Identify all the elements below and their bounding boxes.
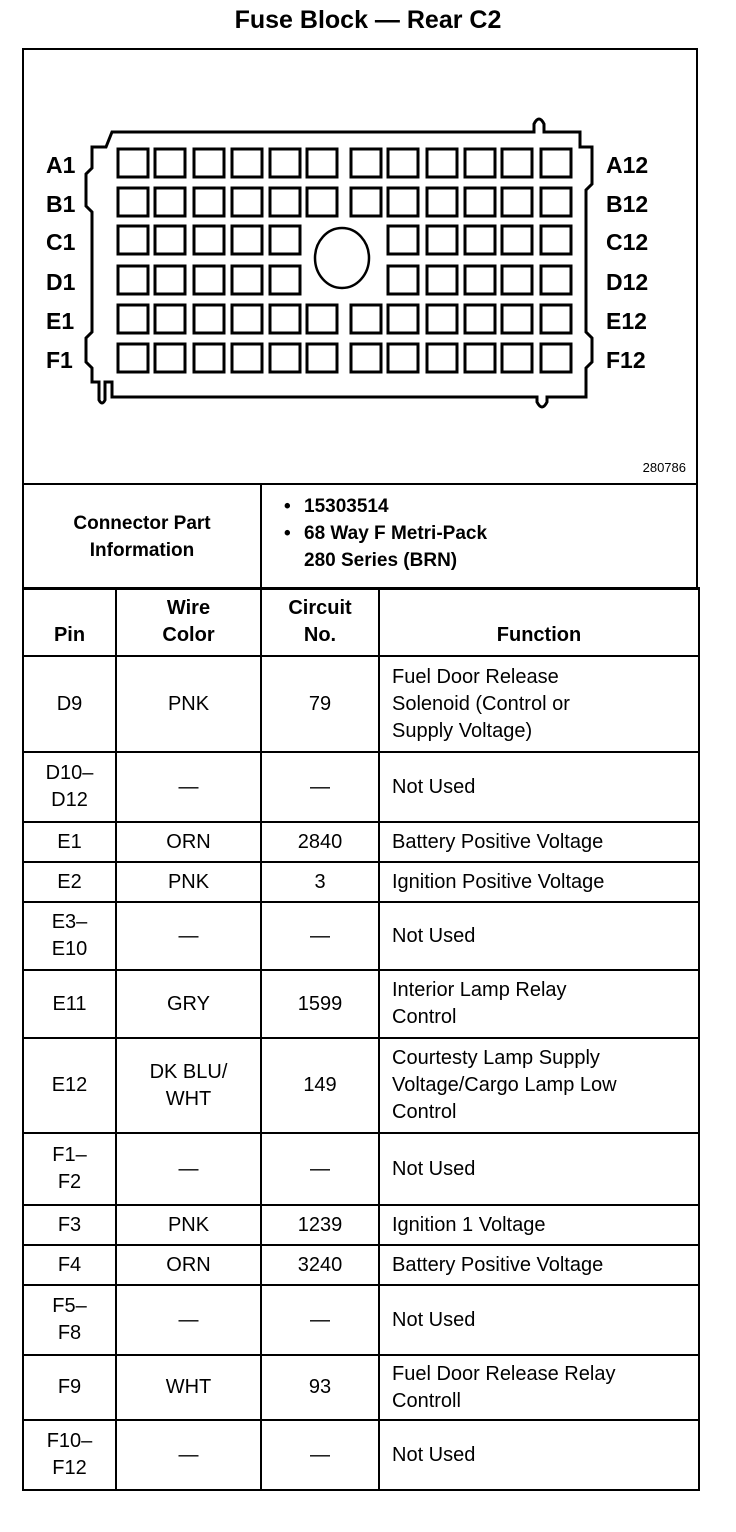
connector-diagram [22, 48, 698, 483]
terminal-cavity [307, 344, 337, 372]
terminal-cavity [465, 226, 495, 254]
terminal-cavity [351, 305, 381, 333]
header-function: Function [379, 588, 699, 656]
terminal-cavity [351, 149, 381, 177]
terminal-cavity [541, 226, 571, 254]
circuit-cell: 2840 [261, 822, 379, 862]
terminal-cavity [427, 305, 457, 333]
terminal-cavity [194, 344, 224, 372]
circuit-cell: — [261, 902, 379, 970]
terminal-cavity [541, 266, 571, 294]
table-header [23, 588, 699, 656]
connector-outline [86, 119, 592, 407]
pin-cell: E2 [23, 862, 116, 902]
terminal-cavity [427, 226, 457, 254]
wire-color-cell: — [116, 752, 261, 822]
wire-color-cell: PNK [116, 656, 261, 752]
table-row [23, 1038, 699, 1133]
wire-color-cell: DK BLU/ WHT [116, 1038, 261, 1133]
connector-part-information [22, 483, 698, 590]
terminal-cavity [388, 188, 418, 216]
terminal-cavity [502, 344, 532, 372]
terminal-cavity [155, 344, 185, 372]
terminal-cavity [541, 149, 571, 177]
wire-color-cell: ORN [116, 1245, 261, 1285]
header-wire-color: Wire Color [116, 588, 261, 656]
function-cell: Battery Positive Voltage [379, 1245, 699, 1285]
terminal-cavity [118, 305, 148, 333]
terminal-cavity [194, 305, 224, 333]
row-label-right: D12 [606, 269, 649, 295]
terminal-cavity [465, 149, 495, 177]
row-label-right: C12 [606, 229, 649, 255]
terminal-cavity [232, 305, 262, 333]
pin-cell: F5– F8 [23, 1285, 116, 1355]
circuit-cell: 1239 [261, 1205, 379, 1245]
terminal-cavity [118, 149, 148, 177]
row-label-left: A1 [46, 152, 76, 178]
table-row [23, 1420, 699, 1490]
terminal-cavity [465, 188, 495, 216]
pin-cell: D10– D12 [23, 752, 116, 822]
terminal-cavity [232, 149, 262, 177]
row-label-right: A12 [606, 152, 649, 178]
wire-color-cell: GRY [116, 970, 261, 1038]
connector-face-drawing [2, 2, 736, 485]
wire-color-cell: — [116, 1420, 261, 1490]
terminal-cavity [465, 305, 495, 333]
circuit-cell: — [261, 1133, 379, 1205]
terminal-cavity [388, 344, 418, 372]
terminal-cavity [502, 188, 532, 216]
connector-info-label: Connector Part Information [24, 485, 262, 588]
terminal-cavity [194, 149, 224, 177]
terminal-cavity [388, 305, 418, 333]
row-label-left: E1 [46, 308, 75, 334]
circuit-cell: 93 [261, 1355, 379, 1420]
pinout-table [22, 587, 700, 1491]
terminal-cavity [232, 266, 262, 294]
terminal-cavity [427, 149, 457, 177]
pin-cell: F1– F2 [23, 1133, 116, 1205]
function-cell: Battery Positive Voltage [379, 822, 699, 862]
terminal-cavity [351, 344, 381, 372]
pin-cell: E12 [23, 1038, 116, 1133]
terminal-cavity [502, 149, 532, 177]
pin-cell: D9 [23, 656, 116, 752]
terminal-cavity [118, 226, 148, 254]
polarizing-hole [315, 228, 369, 288]
table-row [23, 1133, 699, 1205]
terminal-cavity [541, 344, 571, 372]
terminal-cavity [232, 188, 262, 216]
pin-cell: E1 [23, 822, 116, 862]
terminal-cavity [155, 149, 185, 177]
circuit-cell: 3 [261, 862, 379, 902]
circuit-cell: 3240 [261, 1245, 379, 1285]
table-row [23, 862, 699, 902]
terminal-cavity [194, 226, 224, 254]
row-label-left: D1 [46, 269, 76, 295]
function-cell: Not Used [379, 902, 699, 970]
table-row [23, 822, 699, 862]
terminal-cavity [307, 188, 337, 216]
pin-cell: F9 [23, 1355, 116, 1420]
terminal-cavity [155, 266, 185, 294]
function-cell: Not Used [379, 1285, 699, 1355]
function-cell: Interior Lamp Relay Control [379, 970, 699, 1038]
part-number: • 15303514 [304, 493, 487, 520]
row-label-left: F1 [46, 347, 73, 373]
pin-cell: F4 [23, 1245, 116, 1285]
terminal-cavity [232, 226, 262, 254]
function-cell: Ignition Positive Voltage [379, 862, 699, 902]
wire-color-cell: PNK [116, 862, 261, 902]
diagram-title: Fuse Block — Rear C2 [234, 6, 502, 34]
wire-color-cell: WHT [116, 1355, 261, 1420]
row-label-right: F12 [606, 347, 646, 373]
wire-color-cell: ORN [116, 822, 261, 862]
terminal-cavity [194, 266, 224, 294]
terminal-cavity [502, 305, 532, 333]
terminal-cavity [307, 305, 337, 333]
circuit-cell: 79 [261, 656, 379, 752]
terminal-cavity [427, 188, 457, 216]
terminal-cavity [465, 266, 495, 294]
table-row [23, 1205, 699, 1245]
row-label-left: B1 [46, 191, 76, 217]
terminal-cavity [427, 344, 457, 372]
pin-cell: E3– E10 [23, 902, 116, 970]
terminal-cavity [155, 226, 185, 254]
wire-color-cell: PNK [116, 1205, 261, 1245]
wire-color-cell: — [116, 902, 261, 970]
terminal-cavity [502, 266, 532, 294]
terminal-cavity [118, 266, 148, 294]
connector-info-list [262, 485, 487, 588]
pin-cell: F10– F12 [23, 1420, 116, 1490]
wire-color-cell: — [116, 1285, 261, 1355]
terminal-cavity [388, 266, 418, 294]
terminal-cavity [502, 226, 532, 254]
terminal-cavity [194, 188, 224, 216]
circuit-cell: 1599 [261, 970, 379, 1038]
terminal-cavity [155, 305, 185, 333]
function-cell: Courtesty Lamp Supply Voltage/Cargo Lamp Low Control [379, 1038, 699, 1133]
figure-number: 280786 [642, 460, 686, 475]
pin-cell: E11 [23, 970, 116, 1038]
function-cell: Not Used [379, 1420, 699, 1490]
terminal-cavity [270, 188, 300, 216]
connector-type: • 68 Way F Metri-Pack 280 Series (BRN) [304, 520, 487, 574]
table-row [23, 1285, 699, 1355]
function-cell: Fuel Door Release Solenoid (Control or Supply Voltage) [379, 656, 699, 752]
table-row [23, 656, 699, 752]
terminal-cavity [465, 344, 495, 372]
terminal-cavity [270, 266, 300, 294]
terminal-cavity [270, 305, 300, 333]
table-row [23, 752, 699, 822]
row-label-right: B12 [606, 191, 649, 217]
table-row [23, 970, 699, 1038]
terminal-cavity [541, 188, 571, 216]
header-pin: Pin [23, 588, 116, 656]
terminal-cavity [541, 305, 571, 333]
circuit-cell: — [261, 1285, 379, 1355]
terminal-cavity [427, 266, 457, 294]
terminal-cavity [270, 344, 300, 372]
terminal-cavity [232, 344, 262, 372]
terminal-cavity [351, 188, 381, 216]
terminal-cavity [307, 149, 337, 177]
row-label-left: C1 [46, 229, 76, 255]
terminal-cavity [155, 188, 185, 216]
header-circuit: Circuit No. [261, 588, 379, 656]
table-row [23, 902, 699, 970]
terminal-cavity [270, 149, 300, 177]
terminal-cavity [118, 188, 148, 216]
terminal-cavity [270, 226, 300, 254]
circuit-cell: 149 [261, 1038, 379, 1133]
table-row [23, 1245, 699, 1285]
circuit-cell: — [261, 752, 379, 822]
function-cell: Not Used [379, 752, 699, 822]
function-cell: Fuel Door Release Relay Controll [379, 1355, 699, 1420]
terminal-cavity [388, 226, 418, 254]
terminal-cavity [118, 344, 148, 372]
circuit-cell: — [261, 1420, 379, 1490]
wire-color-cell: — [116, 1133, 261, 1205]
terminal-cavity [388, 149, 418, 177]
pin-cell: F3 [23, 1205, 116, 1245]
function-cell: Ignition 1 Voltage [379, 1205, 699, 1245]
table-row [23, 1355, 699, 1420]
function-cell: Not Used [379, 1133, 699, 1205]
row-label-right: E12 [606, 308, 647, 334]
